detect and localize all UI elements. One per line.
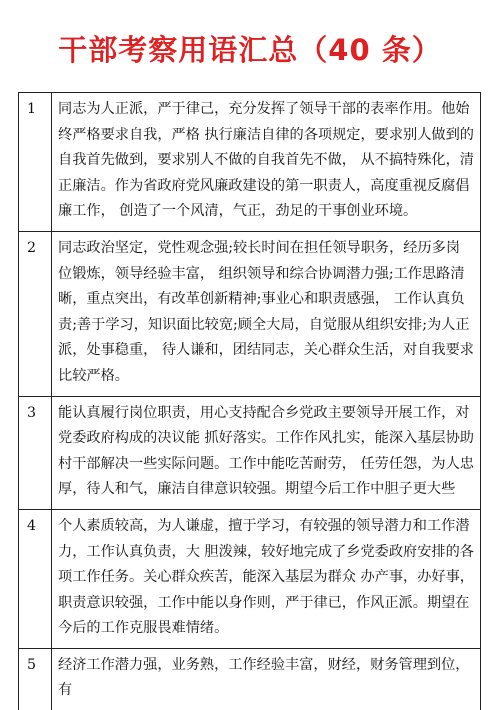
row-text: 个人素质较高，为人谦虚，擅于学习，有较强的领导潜力和工作潜力，工作认真负责，大 胆泼辣，较好地完成了乡党委政府安排的各项工作任务。关心群众疾苦，能深入基层为群众 办产事，办好事，职责意识较强，工作中能以身作则，严于律已，作风正派。期望在今后的工作克服畏难情绪。 (52, 509, 481, 648)
document-title: 干部考察用语汇总（40 条） (58, 33, 442, 67)
table-row (19, 93, 481, 232)
table-row (19, 509, 481, 648)
row-text: 同志政治坚定，党性观念强;较长时间在担任领导职务，经历多岗位锻炼，领导经验丰富， 组织领导和综合协调潜力强;工作思路清晰，重点突出，有改革创新精神;事业心和职责感强， 工作认真负责;善于学习，知识面比较宽;顾全大局，自觉服从组织安排;为人正派，处事稳重， 待人谦和，团结同志，关心群众生活，对自我要求比较严格。 (52, 231, 481, 396)
row-number: 1 (19, 93, 52, 232)
row-text: 能认真履行岗位职责，用心支持配合乡党政主要领导开展工作，对党委政府构成的决议能 抓好落实。工作作风扎实，能深入基层协助村干部解决一些实际问题。工作中能吃苦耐劳， 任劳任怨，为人忠厚，待人和气，廉洁自律意识较强。期望今后工作中胆子更大些 (52, 396, 481, 509)
row-number: 5 (19, 648, 52, 710)
row-number: 2 (19, 231, 52, 396)
table-row (19, 231, 481, 396)
summary-table (18, 92, 481, 710)
table-row (19, 396, 481, 509)
row-number: 3 (19, 396, 52, 509)
row-text: 同志为人正派，严于律己，充分发挥了领导干部的表率作用。他始终严格要求自我，严格 执行廉洁自律的各项规定，要求别人做到的自我首先做到，要求别人不做的自我首先不做， 从不搞特殊化，清正廉洁。作为省政府党风廉政建设的第一职责人，高度重视反腐倡廉工作， 创造了一个风清，气正，劲足的干事创业环境。 (52, 93, 481, 232)
row-text: 经济工作潜力强，业务熟，工作经验丰富，财经，财务管理到位，有 (52, 648, 481, 710)
row-number: 4 (19, 509, 52, 648)
table-row (19, 648, 481, 710)
